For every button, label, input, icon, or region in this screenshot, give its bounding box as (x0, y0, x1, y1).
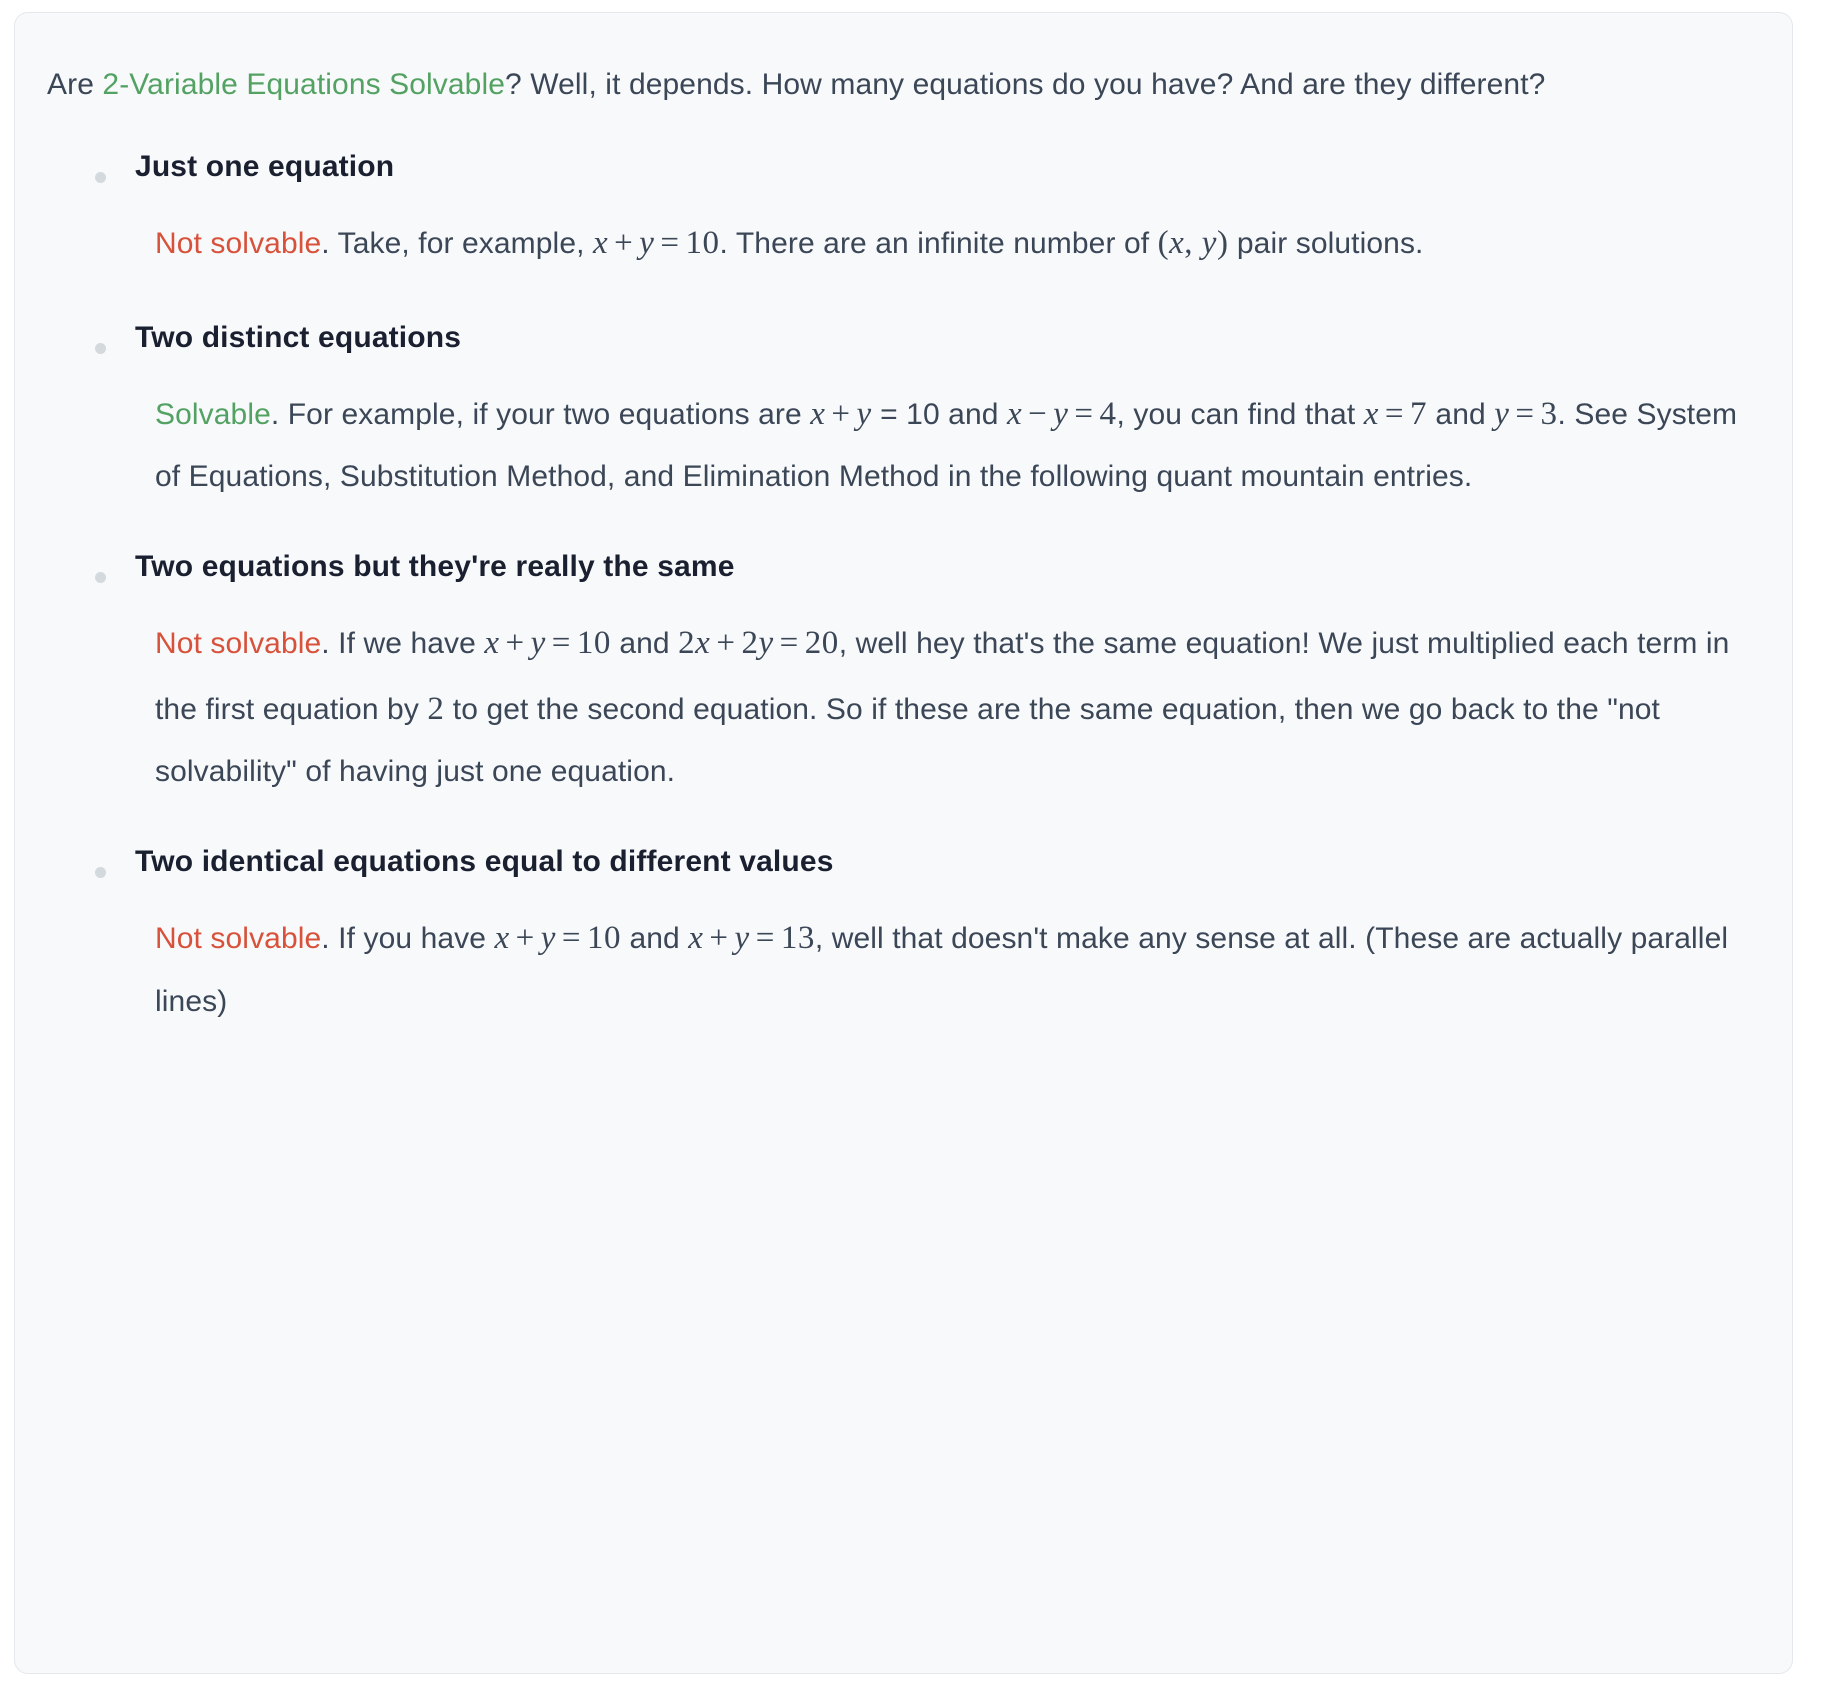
case-text-2: . There are an infinite number of (719, 227, 1158, 261)
case-text-2: = 10 and (871, 397, 1007, 431)
math-expression: x − y = 4 (1006, 395, 1117, 432)
intro-highlight: 2-Variable Equations Solvable (102, 68, 506, 101)
math-expression: (x, y) (1157, 225, 1229, 262)
content-card (14, 12, 1793, 1674)
case-text-4: and (1426, 397, 1495, 431)
intro-rest: ? Well, it depends. How many equations do you have? And are they different? (505, 68, 1546, 101)
case-body (135, 382, 1752, 507)
status-badge: Not solvable (155, 227, 322, 261)
case-title: Two equations but they're really the same (135, 550, 735, 584)
list-item (47, 144, 1752, 276)
case-text-3: pair solutions. (1228, 227, 1424, 261)
math-expression: 2 (427, 690, 445, 727)
card-inner (15, 13, 1792, 1061)
math-expression: x = 7 (1363, 395, 1427, 432)
case-title: Two distinct equations (135, 320, 462, 354)
case-text-1: . If you have (321, 922, 495, 956)
case-title: Two identical equations equal to different values (135, 845, 834, 879)
list-item (47, 839, 1752, 1031)
case-body (135, 211, 1752, 276)
list-item (47, 315, 1752, 507)
case-text-2: and (610, 627, 679, 661)
case-text-1: . For example, if your two equations are (270, 397, 811, 431)
case-text-5: . See System of Equations, Substitution Method, and Elimination Method in the following quant mountain entries. (155, 397, 1738, 494)
status-badge: Not solvable (155, 627, 322, 661)
status-badge: Not solvable (155, 922, 322, 956)
case-title: Just one equation (135, 150, 395, 184)
case-text-1: . If we have (321, 627, 485, 661)
status-badge: Solvable (155, 397, 271, 431)
case-text-2: and (621, 922, 689, 956)
math-expression: x + y (810, 395, 872, 432)
case-body (135, 611, 1752, 801)
solvability-case-list (47, 144, 1752, 1031)
math-expression: 2x + 2y = 20 (678, 625, 839, 662)
math-expression: x + y = 10 (592, 225, 720, 262)
case-text-4: to get the second equation. So if these are the same equation, then we go back to the "not solvability" of having just one equation. (155, 692, 1660, 789)
math-expression: y = 3 (1494, 395, 1558, 432)
math-expression: x + y = 10 (484, 625, 611, 662)
case-text-3: , well that doesn't make any sense at all. (These are actually parallel lines) (155, 922, 1729, 1018)
case-text-1: . Take, for example, (321, 227, 593, 261)
intro-lead: Are (47, 68, 103, 101)
list-item (47, 544, 1752, 801)
intro-paragraph (47, 55, 1747, 114)
math-expression: x + y = 10 (494, 920, 622, 957)
case-text-3: , you can find that (1116, 397, 1364, 431)
case-body (135, 906, 1752, 1031)
math-expression: x + y = 13 (688, 920, 815, 957)
case-text-3: , well hey that's the same equation! We just multiplied each term in the first equation by (155, 627, 1730, 726)
